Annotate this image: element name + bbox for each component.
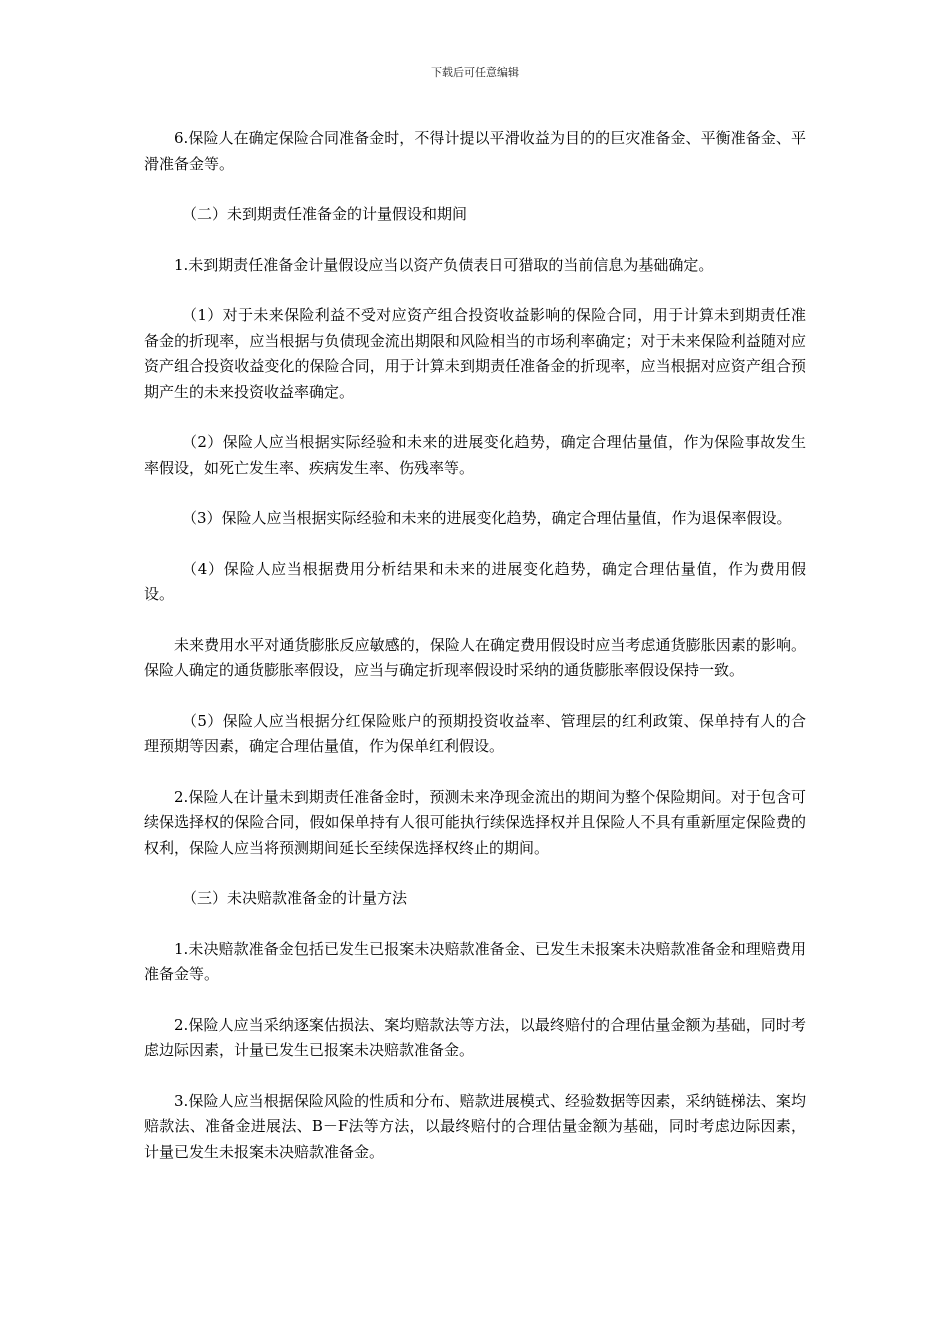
document-body	[144, 126, 806, 1190]
section-heading-3: （三）未决赔款准备金的计量方法	[182, 889, 408, 907]
paragraph-item-6: 6.保险人在确定保险合同准备金时，不得计提以平滑收益为目的的巨灾准备金、平衡准备金、平滑准备金等。	[144, 129, 806, 173]
paragraph-claims-1: 1.未决赔款准备金包括已发生已报案未决赔款准备金、已发生未报案未决赔款准备金和理赔费用准备金等。	[144, 939, 806, 983]
paragraph-sub-4: （4）保险人应当根据费用分析结果和未来的进展变化趋势，确定合理估量值，作为费用假设。	[144, 559, 806, 603]
paragraph-claims-2: 2.保险人应当采纳逐案估损法、案均赔款法等方法，以最终赔付的合理估量金额为基础，同时考虑边际因素，计量已发生已报案未决赔款准备金。	[144, 1015, 806, 1059]
paragraph-sub-2: （2）保险人应当根据实际经验和未来的进展变化趋势，确定合理估量值，作为保险事故发生率假设，如死亡发生率、疾病发生率、伤残率等。	[144, 433, 806, 477]
paragraph-sub-1: （1）对于未来保险利益不受对应资产组合投资收益影响的保险合同，用于计算未到期责任准备金的折现率，应当根据与负债现金流出期限和风险相当的市场利率确定；对于未来保险利益随对应资产组合投资收益变化的保险合同，用于计算未到期责任准备金的折现率，应当根据对应资产组合预期产生的未来投资收益率确定。	[144, 306, 806, 401]
paragraph-item-2: 2.保险人在计量未到期责任准备金时，预测未来净现金流出的期间为整个保险期间。对于包含可续保选择权的保险合同，假如保单持有人很可能执行续保选择权并且保险人不具有重新厘定保险费的权利，保险人应当将预测期间延长至续保选择权终止的期间。	[144, 787, 806, 857]
paragraph-item-1: 1.未到期责任准备金计量假设应当以资产负债表日可猎取的当前信息为基础确定。	[174, 255, 714, 274]
section-heading-2: （二）未到期责任准备金的计量假设和期间	[182, 205, 468, 223]
paragraph-claims-3: 3.保险人应当根据保险风险的性质和分布、赔款进展模式、经验数据等因素，采纳链梯法、案均赔款法、准备金进展法、B－F法等方法，以最终赔付的合理估量金额为基础，同时考虑边际因素，计量已发生未报案未决赔款准备金。	[144, 1091, 806, 1161]
paragraph-inflation: 未来费用水平对通货膨胀反应敏感的，保险人在确定费用假设时应当考虑通货膨胀因素的影响。保险人确定的通货膨胀率假设，应当与确定折现率假设时采纳的通货膨胀率假设保持一致。	[144, 635, 806, 679]
page-header: 下载后可任意编辑	[431, 66, 519, 79]
paragraph-sub-5: （5）保险人应当根据分红保险账户的预期投资收益率、管理层的红利政策、保单持有人的合理预期等因素，确定合理估量值，作为保单红利假设。	[144, 711, 806, 755]
paragraph-sub-3: （3）保险人应当根据实际经验和未来的进展变化趋势，确定合理估量值，作为退保率假设。	[182, 509, 792, 527]
